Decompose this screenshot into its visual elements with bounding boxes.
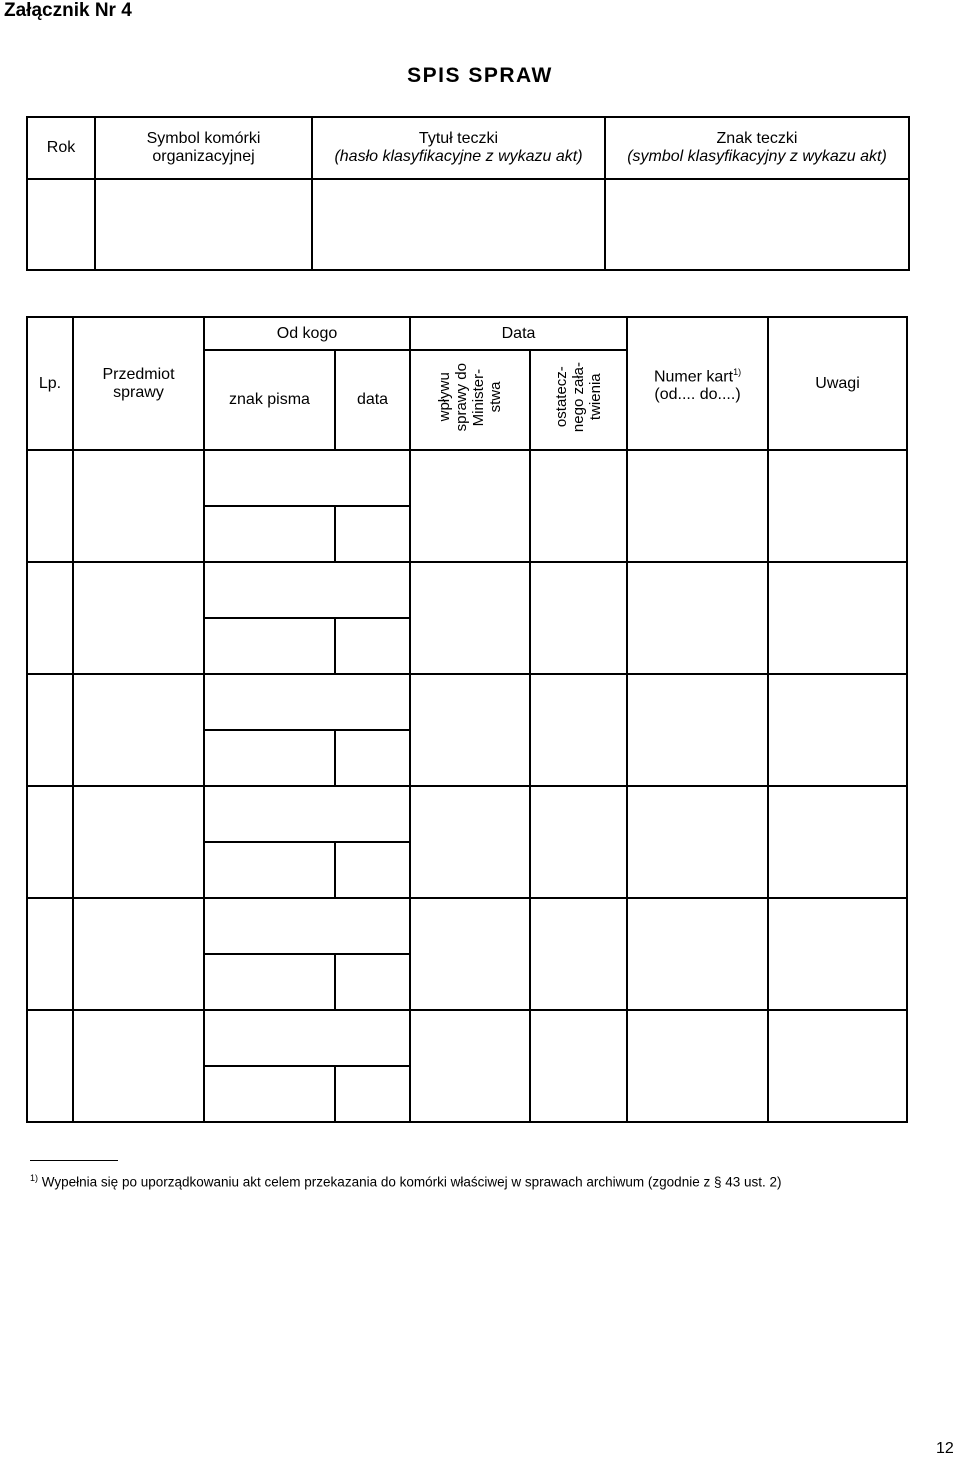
attachment-label: Załącznik Nr 4 (4, 0, 132, 21)
cell-data-zalatwienia[interactable] (530, 786, 627, 898)
cell-numer-kart[interactable] (627, 898, 768, 1010)
header-tytul: Tytuł teczki (hasło klasyfikacyjne z wykazu akt) (312, 117, 605, 179)
footnote-rule (30, 1160, 118, 1161)
cell-numer-kart[interactable] (627, 674, 768, 786)
cell-data-pisma[interactable] (335, 1066, 410, 1122)
cell-data-zalatwienia[interactable] (530, 674, 627, 786)
cases-table (26, 316, 908, 1123)
cell-data-wplywu[interactable] (410, 1010, 530, 1122)
table-row (27, 898, 907, 954)
cell-uwagi[interactable] (768, 898, 907, 1010)
cell-znak-pisma[interactable] (204, 842, 335, 898)
header-data-wplywu: wpływu sprawy do Minister- stwa (410, 350, 530, 450)
header-data: Data (410, 317, 627, 350)
cell-numer-kart[interactable] (627, 1010, 768, 1122)
cell-data-wplywu[interactable] (410, 674, 530, 786)
cell-uwagi[interactable] (768, 786, 907, 898)
table-row (27, 450, 907, 506)
cell-data-pisma[interactable] (335, 842, 410, 898)
cell-data-wplywu[interactable] (410, 898, 530, 1010)
cell-lp[interactable] (27, 450, 73, 562)
cell-lp[interactable] (27, 786, 73, 898)
header-lp: Lp. (27, 317, 73, 450)
cell-od-kogo-name[interactable] (204, 450, 410, 506)
cell-numer-kart[interactable] (627, 562, 768, 674)
cell-data-zalatwienia[interactable] (530, 1010, 627, 1122)
page-number: 12 (936, 1440, 954, 1457)
header-data-pisma: data (335, 350, 410, 450)
cell-lp[interactable] (27, 562, 73, 674)
cell-data-zalatwienia[interactable] (530, 562, 627, 674)
cell-od-kogo-name[interactable] (204, 786, 410, 842)
cell-przedmiot[interactable] (73, 898, 204, 1010)
cell-rok[interactable] (27, 179, 95, 270)
cell-znak-pisma[interactable] (204, 506, 335, 562)
cell-znak-pisma[interactable] (204, 730, 335, 786)
header-rok: Rok (27, 117, 95, 179)
header-znak-pisma: znak pisma (204, 350, 335, 450)
cell-data-pisma[interactable] (335, 618, 410, 674)
cell-znak-pisma[interactable] (204, 618, 335, 674)
cell-numer-kart[interactable] (627, 786, 768, 898)
cell-znak[interactable] (605, 179, 909, 270)
cell-numer-kart[interactable] (627, 450, 768, 562)
cell-data-wplywu[interactable] (410, 450, 530, 562)
cell-data-pisma[interactable] (335, 506, 410, 562)
cell-data-pisma[interactable] (335, 954, 410, 1010)
document-title: SPIS SPRAW (407, 64, 553, 87)
cell-od-kogo-name[interactable] (204, 898, 410, 954)
cell-data-zalatwienia[interactable] (530, 898, 627, 1010)
footnote: $^{1)}$ Wypełnia się po uporządkowaniu akt celem przekazania do komórki właściwej w sprawach archiwum (zgodnie z § 43 ust. 2) (30, 1173, 782, 1190)
cell-symbol[interactable] (95, 179, 312, 270)
cell-znak-pisma[interactable] (204, 1066, 335, 1122)
table-row (27, 1010, 907, 1066)
cell-od-kogo-name[interactable] (204, 562, 410, 618)
cell-przedmiot[interactable] (73, 786, 204, 898)
cell-lp[interactable] (27, 898, 73, 1010)
table-row (27, 562, 907, 618)
file-info-table (26, 116, 910, 271)
cell-przedmiot[interactable] (73, 674, 204, 786)
header-od-kogo: Od kogo (204, 317, 410, 350)
header-numer-kart: Numer kart$^{1)}$ (od.... do....) (627, 317, 768, 450)
cell-data-pisma[interactable] (335, 730, 410, 786)
header-data-zalatwienia: ostatecz- nego zała- twienia (530, 350, 627, 450)
cell-od-kogo-name[interactable] (204, 674, 410, 730)
cell-lp[interactable] (27, 1010, 73, 1122)
cell-data-wplywu[interactable] (410, 786, 530, 898)
cell-przedmiot[interactable] (73, 1010, 204, 1122)
header-uwagi: Uwagi (768, 317, 907, 450)
table-row (27, 786, 907, 842)
header-symbol: Symbol komórki organizacyjnej (95, 117, 312, 179)
header-przedmiot: Przedmiot sprawy (73, 317, 204, 450)
cell-data-wplywu[interactable] (410, 562, 530, 674)
cell-przedmiot[interactable] (73, 450, 204, 562)
table-row (27, 674, 907, 730)
cell-przedmiot[interactable] (73, 562, 204, 674)
cell-uwagi[interactable] (768, 1010, 907, 1122)
cell-data-zalatwienia[interactable] (530, 450, 627, 562)
cell-uwagi[interactable] (768, 674, 907, 786)
cell-uwagi[interactable] (768, 562, 907, 674)
cell-lp[interactable] (27, 674, 73, 786)
cell-od-kogo-name[interactable] (204, 1010, 410, 1066)
cell-znak-pisma[interactable] (204, 954, 335, 1010)
cell-uwagi[interactable] (768, 450, 907, 562)
header-znak: Znak teczki (symbol klasyfikacyjny z wykazu akt) (605, 117, 909, 179)
cell-tytul[interactable] (312, 179, 605, 270)
